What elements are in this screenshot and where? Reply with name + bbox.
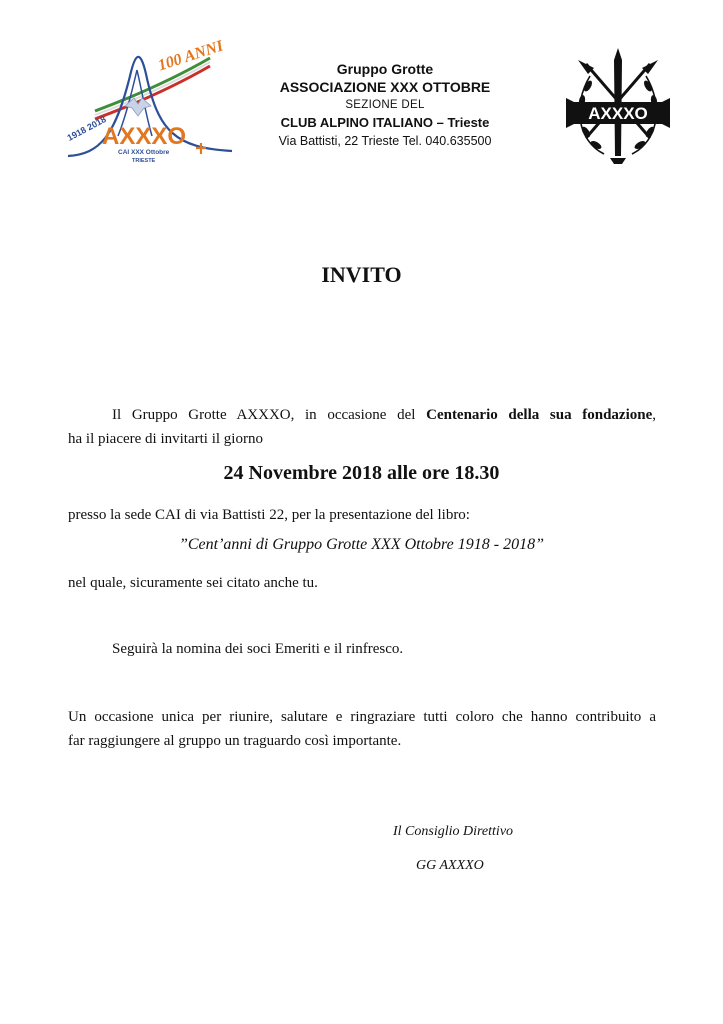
- logo-years-text: 1918 2018: [65, 114, 108, 143]
- anniversary-logo: [60, 36, 235, 166]
- emblem-logo: [566, 46, 670, 166]
- header-club-name: CLUB ALPINO ITALIANO – Trieste: [280, 115, 490, 130]
- intro-text-start: Il Gruppo Grotte AXXXO, in occasione del: [112, 407, 427, 423]
- intro-paragraph: [68, 403, 656, 451]
- centenary-highlight: Centenario della sua fondazione: [426, 407, 653, 423]
- book-title: ”Cent’anni di Gruppo Grotte XXX Ottobre 1918 - 2018”: [178, 536, 545, 553]
- logo-anni-text: 100 ANNI: [155, 37, 226, 75]
- document-title: INVITO: [321, 262, 402, 287]
- closing-paragraph: [68, 705, 656, 753]
- logo-main-text: AXXXO: [102, 123, 187, 150]
- logo-sub2-text: TRIESTE: [132, 158, 156, 164]
- signature-group: GG AXXXO: [416, 858, 484, 873]
- program-paragraph: Seguirà la nomina dei soci Emeriti e il rinfresco.: [112, 641, 404, 657]
- logo-ribbon-red: [95, 66, 210, 119]
- intro-line-1: [68, 403, 656, 427]
- cited-paragraph: nel quale, sicuramente sei citato anche tu.: [68, 575, 318, 591]
- closing-line-1: Un occasione unica per riunire, salutare e ringraziare tutti coloro che hanno contribuito a: [68, 709, 656, 725]
- emblem-text: AXXXO: [588, 104, 648, 123]
- logo-ribbon-green: [95, 58, 210, 111]
- intro-line-2: ha il piacere di invitarti il giorno: [68, 431, 263, 447]
- logo-sub1-text: CAI XXX Ottobre: [118, 149, 170, 156]
- venue-paragraph: presso la sede CAI di via Battisti 22, per la presentazione del libro:: [68, 507, 470, 523]
- intro-text-end: ,: [652, 407, 656, 423]
- event-date: 24 Novembre 2018 alle ore 18.30: [223, 462, 500, 484]
- header-group-name: Gruppo Grotte: [336, 61, 434, 77]
- header-address: Via Battisti, 22 Trieste Tel. 040.635500: [278, 134, 492, 148]
- closing-line-2: far raggiungere al gruppo un traguardo così importante.: [68, 733, 402, 749]
- header-section-label: SEZIONE DEL: [345, 99, 425, 111]
- header-association-name: ASSOCIAZIONE XXX OTTOBRE: [279, 79, 491, 95]
- logo-cross-icon: [196, 143, 206, 154]
- signature-council: Il Consiglio Direttivo: [393, 824, 514, 839]
- letterhead: [250, 60, 520, 150]
